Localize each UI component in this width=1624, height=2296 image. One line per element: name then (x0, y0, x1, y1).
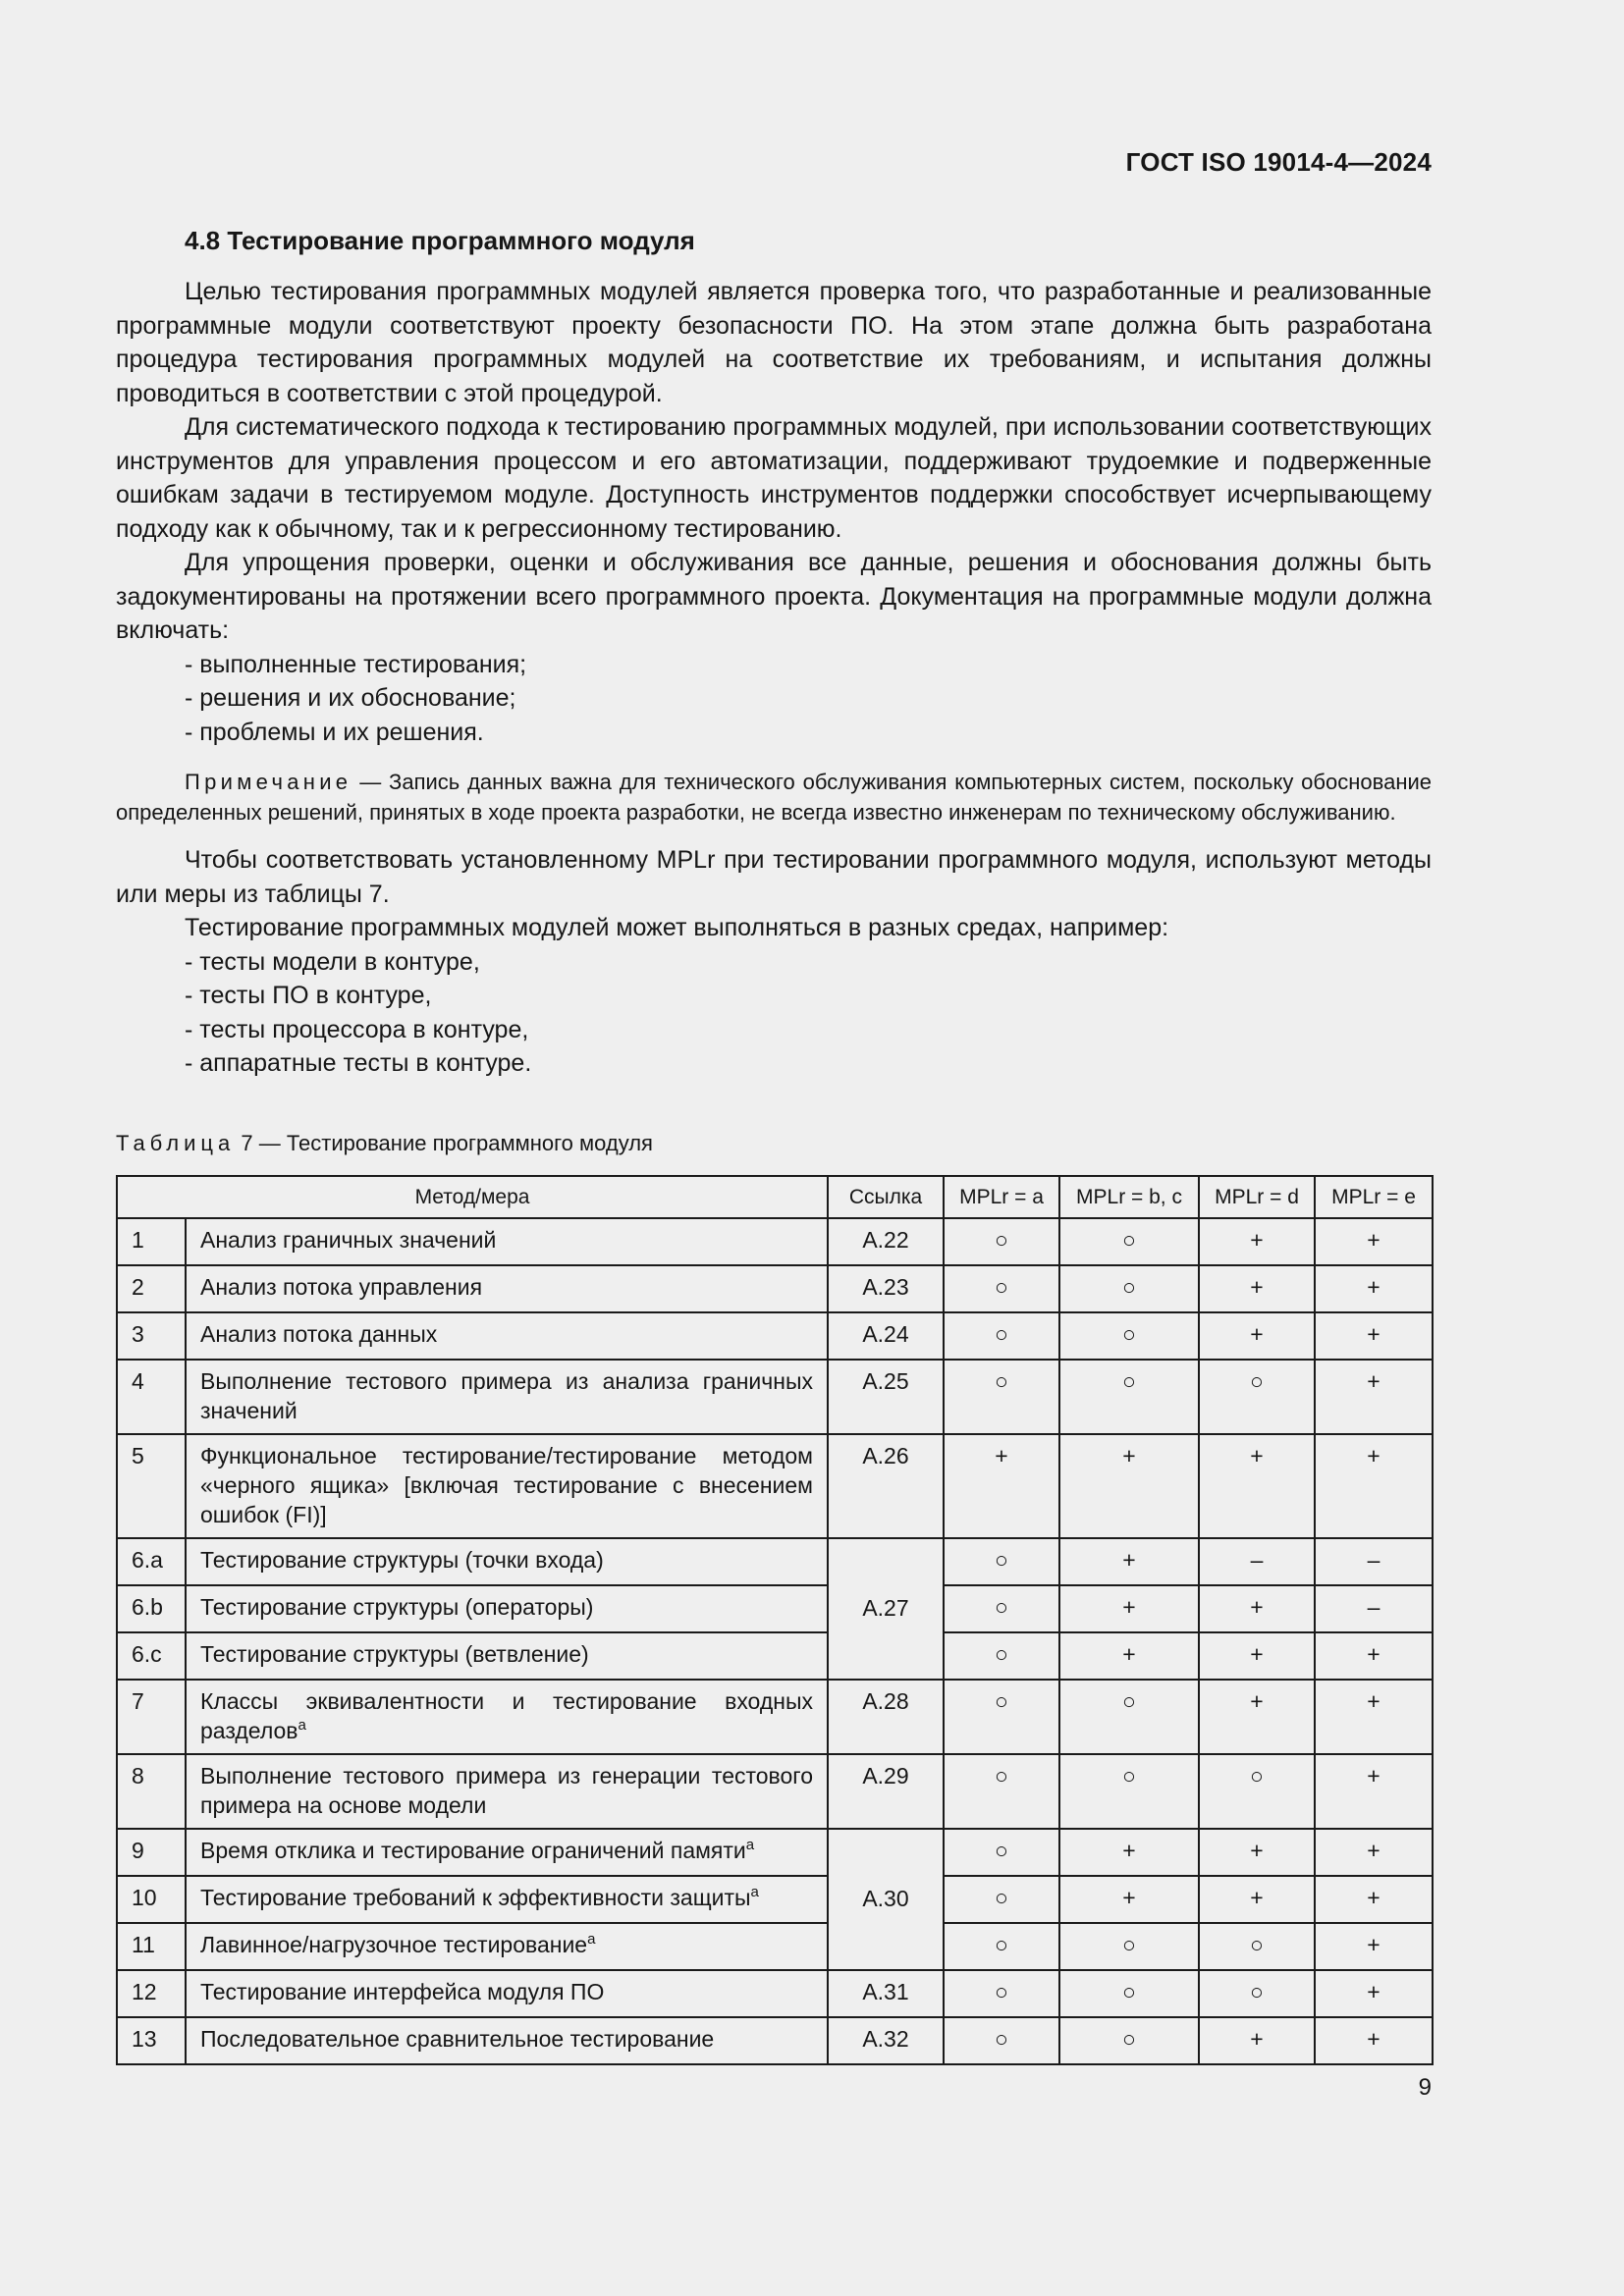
cell-no: 4 (117, 1360, 186, 1434)
table-row (117, 1829, 1433, 1876)
list-item: - тесты модели в контуре, (185, 947, 480, 976)
cell-e: + (1315, 1970, 1433, 2017)
body-text (116, 275, 1432, 1081)
cell-e: + (1315, 1923, 1433, 1970)
footnote-mark: a (587, 1931, 596, 1948)
cell-no: 9 (117, 1829, 186, 1876)
cell-method: Анализ граничных значений (186, 1218, 828, 1265)
cell-e: + (1315, 1434, 1433, 1538)
table-row (117, 1754, 1433, 1829)
cell-a: + (944, 1434, 1059, 1538)
cell-bc: ○ (1059, 1754, 1199, 1829)
cell-a: ○ (944, 1265, 1059, 1312)
cell-method: Анализ потока данных (186, 1312, 828, 1360)
cell-bc: + (1059, 1829, 1199, 1876)
cell-a: ○ (944, 1218, 1059, 1265)
paragraph: Для систематического подхода к тестированию программных модулей, при использовании соответствующих инструментов для управления процессом и его автоматизации, поддерживают трудоемкие и подверженные ошибкам задачи в тестируемом модуле. Доступность инструментов поддержки способствует исчерпывающему подходу как к обычному, так и к регрессионному тестированию. (116, 413, 1432, 543)
page-number: 9 (1418, 2074, 1432, 2101)
cell-method: Тестирование структуры (ветвление) (186, 1632, 828, 1680)
cell-method (186, 1680, 828, 1754)
list-item: - выполненные тестирования; (185, 650, 527, 678)
cell-bc: ○ (1059, 1218, 1199, 1265)
header-method: Метод/мера (117, 1176, 828, 1218)
table-header-row (117, 1176, 1433, 1218)
cell-no: 2 (117, 1265, 186, 1312)
cell-no: 6.b (117, 1585, 186, 1632)
cell-a: ○ (944, 2017, 1059, 2064)
cell-bc: ○ (1059, 2017, 1199, 2064)
cell-bc: + (1059, 1876, 1199, 1923)
cell-no: 10 (117, 1876, 186, 1923)
cell-no: 12 (117, 1970, 186, 2017)
cell-no: 13 (117, 2017, 186, 2064)
cell-e: + (1315, 1754, 1433, 1829)
cell-d: – (1199, 1538, 1315, 1585)
cell-d: ○ (1199, 1923, 1315, 1970)
paragraph: Чтобы соответствовать установленному MPLr при тестировании программного модуля, используют методы или меры из таблицы 7. (116, 846, 1432, 908)
cell-ref: A.23 (828, 1265, 944, 1312)
header-mplr-bc: MPLr = b, c (1059, 1176, 1199, 1218)
cell-method (186, 1923, 828, 1970)
cell-d: + (1199, 1265, 1315, 1312)
list-item: - решения и их обоснование; (185, 684, 516, 712)
note (116, 767, 1432, 828)
table-row (117, 1876, 1433, 1923)
cell-bc: + (1059, 1585, 1199, 1632)
cell-method: Тестирование структуры (точки входа) (186, 1538, 828, 1585)
table-row (117, 1360, 1433, 1434)
list-item: - тесты ПО в контуре, (185, 982, 432, 1009)
cell-a: ○ (944, 1876, 1059, 1923)
cell-bc: + (1059, 1434, 1199, 1538)
table-row (117, 1538, 1433, 1585)
cell-a: ○ (944, 1538, 1059, 1585)
cell-method: Анализ потока управления (186, 1265, 828, 1312)
cell-method (186, 1829, 828, 1876)
cell-no: 11 (117, 1923, 186, 1970)
cell-e: + (1315, 1265, 1433, 1312)
cell-method-text: Лавинное/нагрузочное тестирование (200, 1932, 588, 1957)
cell-ref: A.25 (828, 1360, 944, 1434)
table-row (117, 1434, 1433, 1538)
cell-d: + (1199, 1632, 1315, 1680)
cell-method: Последовательное сравнительное тестирование (186, 2017, 828, 2064)
cell-bc: ○ (1059, 1360, 1199, 1434)
cell-a: ○ (944, 1680, 1059, 1754)
cell-bc: + (1059, 1632, 1199, 1680)
cell-a: ○ (944, 1585, 1059, 1632)
cell-d: + (1199, 1876, 1315, 1923)
footnote-mark: a (298, 1717, 306, 1734)
cell-d: + (1199, 1434, 1315, 1538)
table-row (117, 1632, 1433, 1680)
cell-a: ○ (944, 1923, 1059, 1970)
cell-a: ○ (944, 1632, 1059, 1680)
note-label: Примечание (185, 770, 352, 794)
cell-d: + (1199, 1218, 1315, 1265)
cell-ref: A.32 (828, 2017, 944, 2064)
header-mplr-e: MPLr = e (1315, 1176, 1433, 1218)
cell-ref: A.29 (828, 1754, 944, 1829)
cell-method: Выполнение тестового примера из анализа граничных значений (186, 1360, 828, 1434)
footnote-mark: a (750, 1884, 759, 1900)
header-ref: Ссылка (828, 1176, 944, 1218)
cell-a: ○ (944, 1360, 1059, 1434)
paragraph: Для упрощения проверки, оценки и обслуживания все данные, решения и обоснования должны быть задокументированы на протяжении всего программного проекта. Документация на программные модули должна включать: (116, 549, 1432, 644)
cell-method: Выполнение тестового примера из генерации тестового примера на основе модели (186, 1754, 828, 1829)
cell-ref: A.22 (828, 1218, 944, 1265)
cell-no: 3 (117, 1312, 186, 1360)
footnote-mark: a (745, 1837, 755, 1853)
cell-d: ○ (1199, 1360, 1315, 1434)
cell-bc: ○ (1059, 1312, 1199, 1360)
note-text: — Запись данных важна для технического обслуживания компьютерных систем, поскольку обоснование определенных решений, принятых в ходе проекта разработки, не всегда известно инженерам по техническому обслуживанию. (116, 770, 1432, 825)
cell-no: 5 (117, 1434, 186, 1538)
cell-method-text: Классы эквивалентности и тестирование входных разделов (200, 1688, 813, 1743)
cell-d: ○ (1199, 1970, 1315, 2017)
cell-a: ○ (944, 1829, 1059, 1876)
table-row (117, 1218, 1433, 1265)
cell-method-text: Тестирование требований к эффективности защиты (200, 1885, 751, 1910)
cell-bc: + (1059, 1538, 1199, 1585)
table-caption-label: Таблица (116, 1131, 236, 1155)
table-row (117, 1312, 1433, 1360)
cell-d: + (1199, 2017, 1315, 2064)
cell-d: ○ (1199, 1754, 1315, 1829)
methods-table (116, 1175, 1434, 2065)
cell-no: 1 (117, 1218, 186, 1265)
table-caption (116, 1131, 653, 1156)
cell-method-text: Время отклика и тестирование ограничений памяти (200, 1838, 746, 1863)
cell-e: + (1315, 1876, 1433, 1923)
list-item: - тесты процессора в контуре, (185, 1015, 529, 1043)
table-row (117, 1585, 1433, 1632)
list-item: - аппаратные тесты в контуре. (185, 1049, 532, 1077)
cell-e: + (1315, 1312, 1433, 1360)
cell-d: + (1199, 1829, 1315, 1876)
cell-e: + (1315, 1218, 1433, 1265)
cell-e: + (1315, 1680, 1433, 1754)
table-row (117, 1970, 1433, 2017)
table-row (117, 1265, 1433, 1312)
cell-e: + (1315, 1829, 1433, 1876)
cell-d: + (1199, 1312, 1315, 1360)
table-row (117, 1680, 1433, 1754)
cell-ref: A.26 (828, 1434, 944, 1538)
cell-ref: A.31 (828, 1970, 944, 2017)
cell-bc: ○ (1059, 1265, 1199, 1312)
cell-d: + (1199, 1680, 1315, 1754)
cell-method: Тестирование интерфейса модуля ПО (186, 1970, 828, 2017)
cell-ref: A.28 (828, 1680, 944, 1754)
cell-bc: ○ (1059, 1970, 1199, 2017)
cell-ref: A.27 (828, 1538, 944, 1680)
cell-no: 6.a (117, 1538, 186, 1585)
cell-e: + (1315, 1632, 1433, 1680)
list-item: - проблемы и их решения. (185, 718, 484, 746)
cell-no: 8 (117, 1754, 186, 1829)
cell-ref: A.24 (828, 1312, 944, 1360)
section-title: 4.8 Тестирование программного модуля (185, 226, 695, 255)
cell-e: + (1315, 1360, 1433, 1434)
paragraph: Целью тестирования программных модулей является проверка того, что разработанные и реализованные программные модули соответствуют проекту безопасности ПО. На этом этапе должна быть разработана процедура тестирования программных модулей на соответствие их требованиям, и испытания должны проводиться в соответствии с этой процедурой. (116, 278, 1432, 407)
header-mplr-d: MPLr = d (1199, 1176, 1315, 1218)
cell-method: Функциональное тестирование/тестирование методом «черного ящика» [включая тестирование с внесением ошибок (FI)] (186, 1434, 828, 1538)
cell-a: ○ (944, 1312, 1059, 1360)
document-header: ГОСТ ISO 19014-4—2024 (1125, 147, 1432, 177)
cell-method (186, 1876, 828, 1923)
cell-e: – (1315, 1538, 1433, 1585)
cell-bc: ○ (1059, 1923, 1199, 1970)
cell-a: ○ (944, 1970, 1059, 2017)
cell-d: + (1199, 1585, 1315, 1632)
cell-bc: ○ (1059, 1680, 1199, 1754)
cell-a: ○ (944, 1754, 1059, 1829)
cell-ref: A.30 (828, 1829, 944, 1970)
table-caption-text: 7 — Тестирование программного модуля (235, 1131, 653, 1155)
cell-e: + (1315, 2017, 1433, 2064)
cell-method: Тестирование структуры (операторы) (186, 1585, 828, 1632)
cell-e: – (1315, 1585, 1433, 1632)
cell-no: 7 (117, 1680, 186, 1754)
header-mplr-a: MPLr = a (944, 1176, 1059, 1218)
table-row (117, 1923, 1433, 1970)
table-row (117, 2017, 1433, 2064)
paragraph: Тестирование программных модулей может выполняться в разных средах, например: (185, 914, 1169, 941)
cell-no: 6.c (117, 1632, 186, 1680)
